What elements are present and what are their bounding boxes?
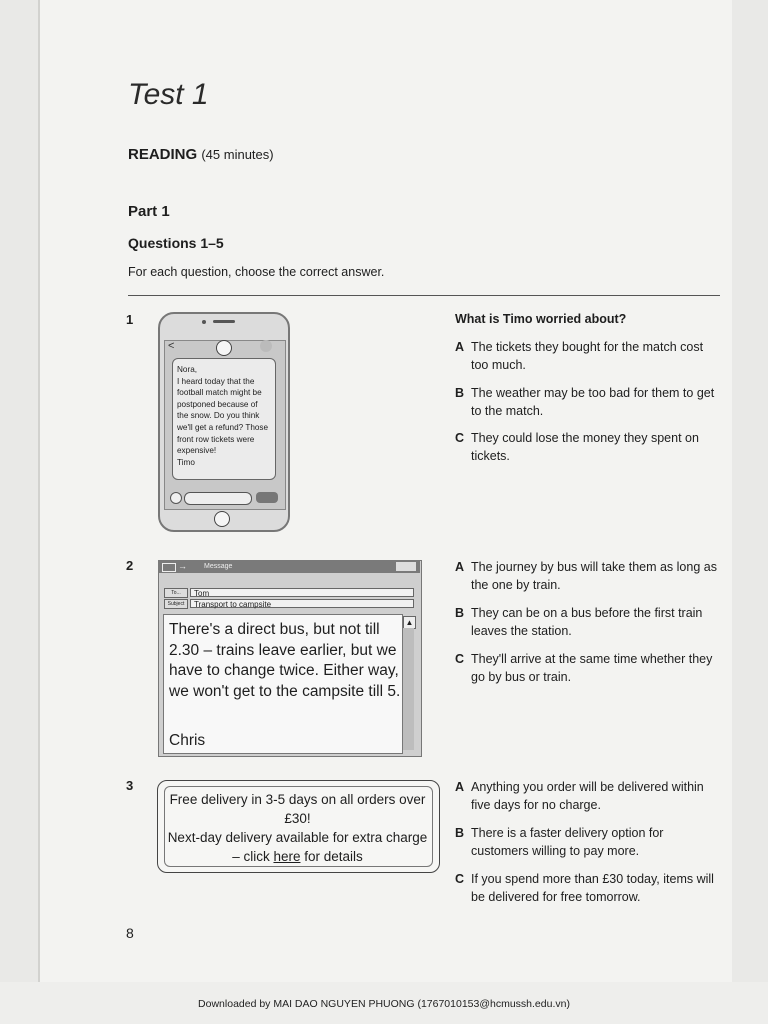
option-letter: C — [455, 872, 465, 886]
question-prompt: What is Timo worried about? — [455, 312, 627, 326]
option-letter: B — [455, 826, 465, 840]
option-letter: B — [455, 386, 465, 400]
to-label: To... — [164, 588, 188, 598]
email-title-bar — [158, 560, 420, 573]
option-text: The weather may be too bad for them to get to the match. — [471, 386, 715, 418]
answer-option[interactable] — [455, 870, 720, 906]
details-link[interactable]: here — [273, 849, 301, 864]
section-name: READING — [128, 146, 198, 163]
email-body-text: There's a direct bus, but not till 2.30 – trains leave earlier, but we have to change twice. Either way, we won't get to the campsite till 5. — [169, 621, 401, 700]
email-signature: Chris — [169, 732, 206, 749]
camera-dot-icon — [202, 320, 206, 324]
answer-option[interactable] — [455, 429, 720, 465]
instruction-text: For each question, choose the correct answer. — [128, 265, 385, 279]
scrollbar-track — [403, 628, 414, 750]
answer-option[interactable] — [455, 558, 720, 594]
section-duration: (45 minutes) — [201, 147, 274, 162]
page-number: 8 — [126, 925, 134, 941]
option-text: They can be on a bus before the first train leaves the station. — [471, 606, 703, 638]
subject-label: Subject — [164, 599, 188, 609]
send-button-icon — [256, 492, 278, 503]
scroll-up-icon: ▲ — [403, 616, 416, 629]
question-number: 3 — [126, 778, 134, 793]
window-controls-icon — [396, 562, 416, 571]
notice-line-1: Free delivery in 3-5 days on all orders over £30! — [169, 792, 426, 826]
notice-text — [164, 790, 431, 866]
message-input-bar — [184, 492, 252, 505]
part-title: Part 1 — [128, 203, 170, 220]
questions-range: Questions 1–5 — [128, 235, 224, 251]
answer-option[interactable] — [455, 778, 720, 814]
question-number: 1 — [126, 312, 134, 327]
download-notice: Downloaded by MAI DAO NGUYEN PHUONG (1767010153@hcmussh.edu.vn) — [198, 998, 570, 1010]
option-letter: B — [455, 606, 465, 620]
option-text: They'll arrive at the same time whether they go by bus or train. — [471, 652, 713, 684]
subject-field: Transport to campsite — [190, 599, 414, 608]
option-text: The journey by bus will take them as long as the one by train. — [471, 560, 717, 592]
option-letter: C — [455, 652, 465, 666]
option-letter: A — [455, 780, 465, 794]
camera-icon — [170, 492, 182, 504]
option-letter: A — [455, 340, 465, 354]
envelope-icon — [162, 563, 176, 572]
divider — [128, 295, 720, 296]
text-message-bubble: Nora, I heard today that the football match might be postponed because of the snow. Do you think we'll get a refund? Those front row tickets were expensive! Timo — [172, 358, 276, 480]
option-text: The tickets they bought for the match cost too much. — [471, 340, 704, 372]
home-button-icon — [214, 511, 230, 527]
notice-line-2-end: for details — [300, 849, 363, 864]
notice-line-2: Next-day delivery available for extra charge – click — [167, 830, 428, 864]
section-title — [128, 146, 274, 163]
answer-option[interactable] — [455, 384, 720, 420]
option-text: There is a faster delivery option for customers willing to pay more. — [471, 826, 664, 858]
answer-option[interactable] — [455, 824, 720, 860]
window-title: Message — [204, 563, 233, 570]
option-text: Anything you order will be delivered within five days for no charge. — [471, 780, 704, 812]
option-text: They could lose the money they spent on tickets. — [471, 431, 699, 463]
avatar-icon — [216, 340, 232, 356]
option-letter: C — [455, 431, 465, 445]
answer-option[interactable] — [455, 338, 720, 374]
option-text: If you spend more than £30 today, items will be delivered for free tomorrow. — [471, 872, 714, 904]
answer-option[interactable] — [455, 650, 720, 686]
answer-option[interactable] — [455, 604, 720, 640]
speaker-icon — [213, 320, 235, 323]
test-title: Test 1 — [128, 78, 209, 111]
question-number: 2 — [126, 558, 134, 573]
status-dot-icon — [260, 340, 272, 352]
to-field: Tom — [190, 588, 414, 597]
arrow-icon: → — [178, 561, 187, 571]
option-letter: A — [455, 560, 465, 574]
back-arrow-icon: < — [168, 340, 175, 352]
